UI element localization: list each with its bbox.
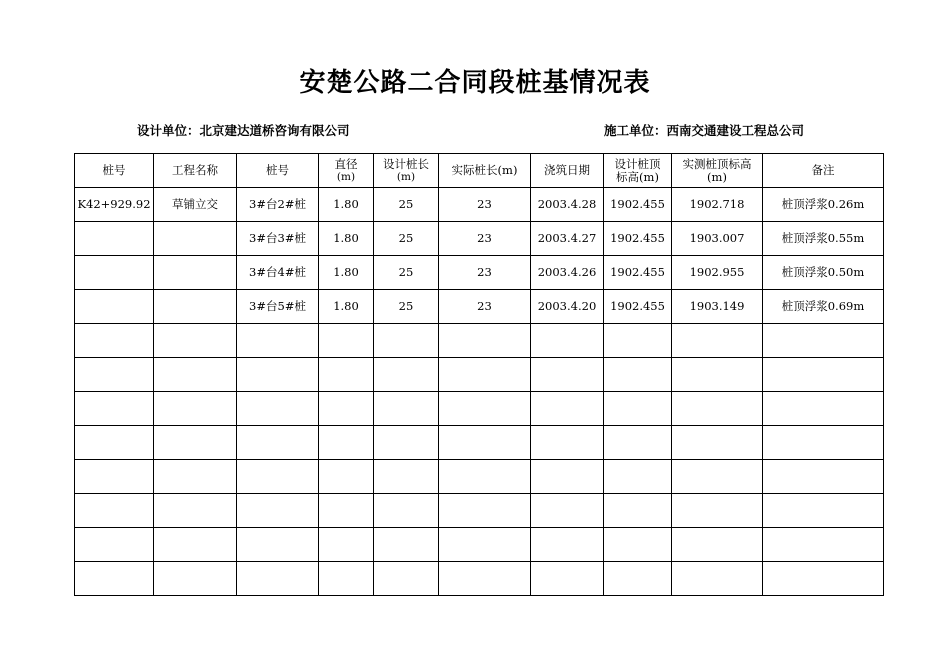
cell-actual-length: [439, 324, 531, 358]
cell-pile-number: [75, 494, 154, 528]
table-row: [75, 528, 884, 562]
cell-diameter: 1.80: [319, 256, 374, 290]
table-row: [75, 188, 884, 222]
cell-actual-length: 23: [439, 256, 531, 290]
cell-design-length: [374, 460, 439, 494]
table-row: [75, 494, 884, 528]
cell-remarks: [763, 460, 884, 494]
cell-measured-top-elevation: 1902.955: [672, 256, 763, 290]
table-row: [75, 358, 884, 392]
cell-remarks: 桩顶浮浆0.55m: [763, 222, 884, 256]
header-pile-number: 桩号: [75, 154, 154, 188]
cell-design-length: [374, 358, 439, 392]
cell-pour-date: [531, 562, 604, 596]
cell-actual-length: 23: [439, 222, 531, 256]
cell-actual-length: 23: [439, 290, 531, 324]
table-row: [75, 222, 884, 256]
cell-design-length: [374, 324, 439, 358]
header-pour-date: 浇筑日期: [531, 154, 604, 188]
cell-project-name: [154, 426, 237, 460]
cell-remarks: [763, 358, 884, 392]
cell-project-name: [154, 358, 237, 392]
table-row: [75, 256, 884, 290]
header-project-name: 工程名称: [154, 154, 237, 188]
cell-design-top-elevation: [604, 562, 672, 596]
cell-project-name: [154, 460, 237, 494]
design-unit-label: 设计单位：北京建达道桥咨询有限公司: [137, 123, 350, 138]
cell-pile-id: [237, 528, 319, 562]
cell-actual-length: [439, 528, 531, 562]
cell-measured-top-elevation: [672, 358, 763, 392]
cell-actual-length: [439, 426, 531, 460]
table-row: [75, 460, 884, 494]
cell-pile-id: [237, 358, 319, 392]
cell-measured-top-elevation: [672, 460, 763, 494]
cell-pile-id: [237, 460, 319, 494]
cell-diameter: [319, 562, 374, 596]
cell-design-top-elevation: [604, 494, 672, 528]
cell-pour-date: 2003.4.28: [531, 188, 604, 222]
table-row: [75, 562, 884, 596]
cell-actual-length: [439, 460, 531, 494]
cell-measured-top-elevation: 1902.718: [672, 188, 763, 222]
cell-pile-number: [75, 562, 154, 596]
header-design-top-elevation: 设计桩顶 标高(m): [604, 154, 672, 188]
cell-diameter: [319, 426, 374, 460]
cell-design-top-elevation: [604, 528, 672, 562]
cell-actual-length: [439, 494, 531, 528]
cell-project-name: [154, 392, 237, 426]
cell-actual-length: [439, 358, 531, 392]
cell-pour-date: [531, 528, 604, 562]
table-row: [75, 290, 884, 324]
cell-project-name: [154, 528, 237, 562]
cell-measured-top-elevation: 1903.149: [672, 290, 763, 324]
cell-pile-id: 3#台3#桩: [237, 222, 319, 256]
cell-design-length: 25: [374, 256, 439, 290]
cell-project-name: 草铺立交: [154, 188, 237, 222]
cell-pour-date: [531, 358, 604, 392]
cell-pile-number: [75, 528, 154, 562]
cell-design-length: 25: [374, 188, 439, 222]
construction-unit-label: 施工单位：西南交通建设工程总公司: [604, 123, 805, 138]
cell-measured-top-elevation: [672, 392, 763, 426]
header-diameter: 直径 (m): [319, 154, 374, 188]
header-measured-top-elevation: 实测桩顶标高 (m): [672, 154, 763, 188]
cell-remarks: [763, 528, 884, 562]
cell-measured-top-elevation: [672, 324, 763, 358]
cell-remarks: [763, 426, 884, 460]
cell-measured-top-elevation: [672, 494, 763, 528]
cell-project-name: [154, 222, 237, 256]
cell-actual-length: [439, 392, 531, 426]
cell-design-top-elevation: [604, 392, 672, 426]
cell-pile-id: [237, 324, 319, 358]
header-pile-id: 桩号: [237, 154, 319, 188]
cell-pile-id: [237, 426, 319, 460]
pile-foundation-table: [74, 153, 884, 596]
cell-pour-date: [531, 426, 604, 460]
cell-design-length: [374, 494, 439, 528]
cell-remarks: [763, 324, 884, 358]
cell-project-name: [154, 290, 237, 324]
cell-pour-date: [531, 460, 604, 494]
cell-actual-length: 23: [439, 188, 531, 222]
cell-pile-number: [75, 358, 154, 392]
cell-design-top-elevation: 1902.455: [604, 256, 672, 290]
cell-design-top-elevation: 1902.455: [604, 188, 672, 222]
cell-design-length: [374, 562, 439, 596]
cell-project-name: [154, 562, 237, 596]
cell-design-length: [374, 528, 439, 562]
cell-pour-date: 2003.4.27: [531, 222, 604, 256]
cell-diameter: [319, 528, 374, 562]
cell-pile-id: [237, 494, 319, 528]
cell-design-length: [374, 392, 439, 426]
cell-design-top-elevation: [604, 426, 672, 460]
cell-pile-id: 3#台5#桩: [237, 290, 319, 324]
cell-pour-date: 2003.4.26: [531, 256, 604, 290]
table-header-row: [75, 154, 884, 188]
page-title: 安楚公路二合同段桩基情况表: [299, 68, 651, 98]
cell-pile-number: [75, 256, 154, 290]
cell-diameter: [319, 392, 374, 426]
cell-project-name: [154, 494, 237, 528]
cell-remarks: [763, 494, 884, 528]
cell-pile-id: 3#台4#桩: [237, 256, 319, 290]
cell-pile-number: [75, 290, 154, 324]
cell-design-length: 25: [374, 290, 439, 324]
cell-design-top-elevation: 1902.455: [604, 222, 672, 256]
cell-remarks: [763, 562, 884, 596]
cell-pour-date: [531, 494, 604, 528]
cell-remarks: 桩顶浮浆0.26m: [763, 188, 884, 222]
cell-pile-number: [75, 392, 154, 426]
cell-actual-length: [439, 562, 531, 596]
cell-diameter: [319, 494, 374, 528]
table-row: [75, 324, 884, 358]
cell-diameter: [319, 460, 374, 494]
cell-diameter: 1.80: [319, 188, 374, 222]
cell-pile-number: [75, 324, 154, 358]
cell-remarks: 桩顶浮浆0.50m: [763, 256, 884, 290]
cell-pile-id: [237, 562, 319, 596]
cell-design-top-elevation: [604, 460, 672, 494]
header-design-length: 设计桩长 (m): [374, 154, 439, 188]
cell-project-name: [154, 324, 237, 358]
cell-pile-number: K42+929.92: [75, 188, 154, 222]
cell-diameter: [319, 324, 374, 358]
cell-diameter: [319, 358, 374, 392]
cell-design-length: 25: [374, 222, 439, 256]
cell-diameter: 1.80: [319, 222, 374, 256]
cell-remarks: 桩顶浮浆0.69m: [763, 290, 884, 324]
cell-design-length: [374, 426, 439, 460]
table-row: [75, 426, 884, 460]
cell-pour-date: 2003.4.20: [531, 290, 604, 324]
cell-design-top-elevation: [604, 358, 672, 392]
cell-pour-date: [531, 324, 604, 358]
cell-pour-date: [531, 392, 604, 426]
header-actual-length: 实际桩长(m): [439, 154, 531, 188]
cell-diameter: 1.80: [319, 290, 374, 324]
cell-measured-top-elevation: [672, 528, 763, 562]
cell-design-top-elevation: 1902.455: [604, 290, 672, 324]
cell-measured-top-elevation: [672, 562, 763, 596]
header-remarks: 备注: [763, 154, 884, 188]
cell-pile-number: [75, 426, 154, 460]
cell-measured-top-elevation: [672, 426, 763, 460]
cell-pile-id: [237, 392, 319, 426]
cell-measured-top-elevation: 1903.007: [672, 222, 763, 256]
cell-pile-number: [75, 460, 154, 494]
cell-pile-id: 3#台2#桩: [237, 188, 319, 222]
cell-design-top-elevation: [604, 324, 672, 358]
cell-project-name: [154, 256, 237, 290]
cell-remarks: [763, 392, 884, 426]
table-row: [75, 392, 884, 426]
cell-pile-number: [75, 222, 154, 256]
